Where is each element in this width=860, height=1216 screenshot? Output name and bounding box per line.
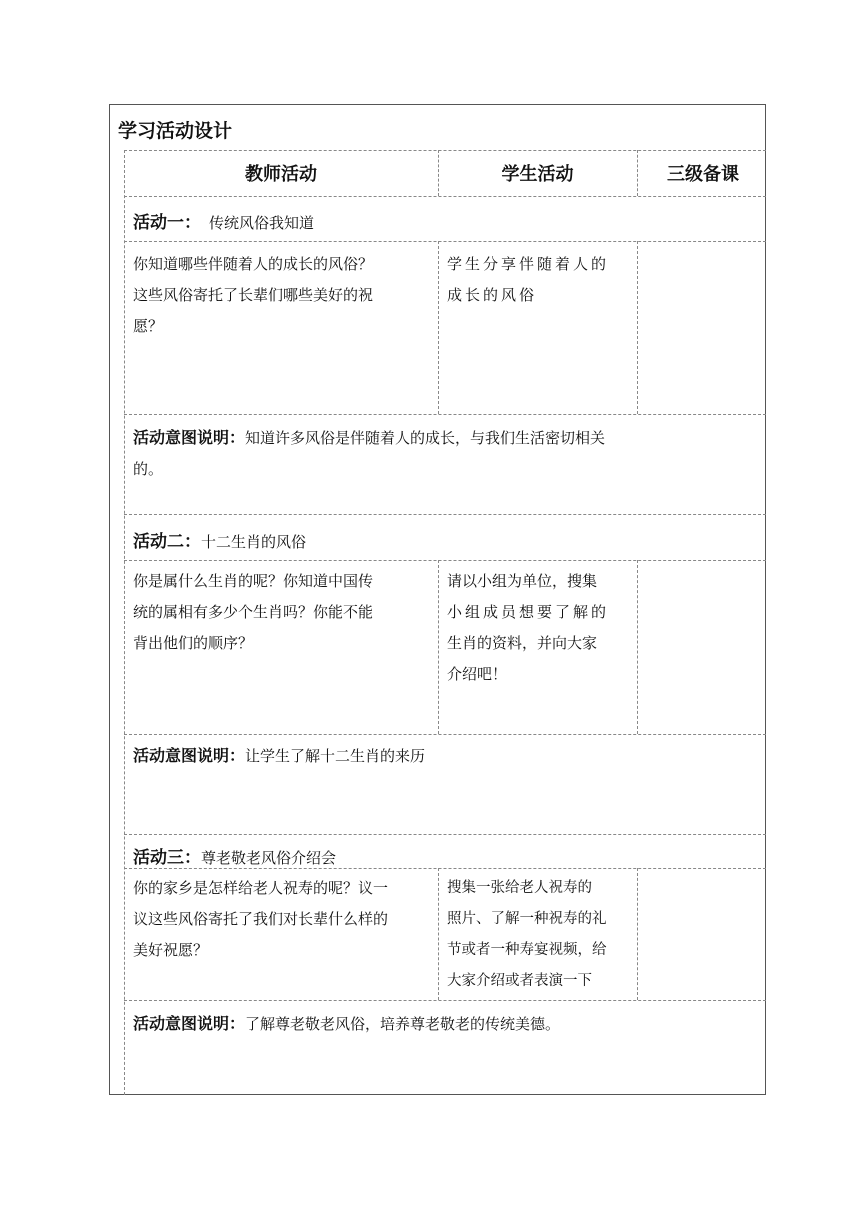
text-line: 了解尊老敬老风俗，培养尊老敬老的传统美德。 bbox=[245, 1015, 561, 1033]
activity-intent bbox=[133, 1008, 753, 1040]
activity-name: 尊老敬老风俗介绍会 bbox=[201, 849, 337, 867]
activity-title bbox=[133, 843, 336, 868]
activity-label: 活动二： bbox=[133, 532, 201, 552]
column-rule bbox=[637, 241, 638, 414]
text-line: 照片、了解一种祝寿的礼 bbox=[447, 911, 607, 927]
table-rule bbox=[124, 1000, 766, 1001]
text-line: 知道许多风俗是伴随着人的成长，与我们生活密切相关 bbox=[245, 429, 606, 447]
student-activity-cell bbox=[447, 249, 631, 311]
table-rule bbox=[124, 414, 766, 415]
text-line: 节或者一种寿宴视频，给 bbox=[447, 942, 607, 958]
text-line: 让学生了解十二生肖的来历 bbox=[245, 747, 426, 765]
table-rule bbox=[124, 514, 766, 515]
table-rule bbox=[124, 196, 766, 197]
student-activity-cell bbox=[447, 873, 633, 997]
teacher-activity-cell bbox=[133, 249, 433, 342]
activity-label: 活动一： bbox=[133, 213, 201, 233]
intent-label: 活动意图说明： bbox=[133, 428, 246, 447]
text-line: 的。 bbox=[133, 460, 164, 478]
text-line: 愿？ bbox=[133, 317, 164, 335]
column-rule bbox=[637, 868, 638, 1000]
header-lesson-prep: 三级备课 bbox=[667, 164, 739, 185]
table-rule bbox=[124, 834, 766, 835]
intent-label: 活动意图说明： bbox=[133, 746, 246, 765]
text-line: 请以小组为单位，搜集 bbox=[447, 572, 598, 590]
activity-name: 十二生肖的风俗 bbox=[201, 533, 307, 551]
activity-intent bbox=[133, 422, 753, 485]
text-line: 统的属相有多少个生肖吗？你能不能 bbox=[133, 603, 374, 621]
column-rule bbox=[438, 868, 439, 1000]
text-line: 搜集一张给老人祝寿的 bbox=[447, 880, 592, 896]
text-line: 学生分享伴随着人的 bbox=[447, 255, 610, 273]
table-rule bbox=[124, 868, 766, 869]
text-line: 成长的风俗 bbox=[447, 286, 538, 304]
table-rule bbox=[124, 560, 766, 561]
text-line: 生肖的资料，并向大家 bbox=[447, 634, 598, 652]
text-line: 这些风俗寄托了长辈们哪些美好的祝 bbox=[133, 286, 374, 304]
student-activity-cell bbox=[447, 566, 631, 690]
intent-label: 活动意图说明： bbox=[133, 1014, 246, 1033]
teacher-activity-cell bbox=[133, 873, 433, 966]
text-line: 背出他们的顺序？ bbox=[133, 634, 254, 652]
table-rule bbox=[124, 734, 766, 735]
activity-intent bbox=[133, 740, 753, 772]
text-line: 大家介绍或者表演一下 bbox=[447, 973, 592, 989]
text-line: 你的家乡是怎样给老人祝寿的呢？议一 bbox=[133, 879, 389, 897]
text-line: 议这些风俗寄托了我们对长辈什么样的 bbox=[133, 910, 389, 928]
text-line: 你是属什么生肖的呢？你知道中国传 bbox=[133, 572, 374, 590]
activity-name: 传统风俗我知道 bbox=[209, 214, 315, 232]
activity-title bbox=[133, 527, 306, 552]
table-rule bbox=[124, 241, 766, 242]
column-rule bbox=[637, 560, 638, 734]
section-title: 学习活动设计 bbox=[118, 120, 233, 142]
column-rule bbox=[438, 560, 439, 734]
text-line: 介绍吧！ bbox=[447, 665, 508, 683]
header-student-activity: 学生活动 bbox=[501, 164, 574, 185]
text-line: 小组成员想要了解的 bbox=[447, 603, 610, 621]
inner-table-left-border bbox=[124, 150, 125, 1095]
text-line: 你知道哪些伴随着人的成长的风俗？ bbox=[133, 255, 374, 273]
header-teacher-activity: 教师活动 bbox=[245, 164, 317, 185]
activity-title bbox=[133, 208, 314, 233]
column-rule bbox=[438, 241, 439, 414]
teacher-activity-cell bbox=[133, 566, 431, 659]
text-line: 美好祝愿？ bbox=[133, 941, 209, 959]
activity-label: 活动三： bbox=[133, 848, 201, 868]
